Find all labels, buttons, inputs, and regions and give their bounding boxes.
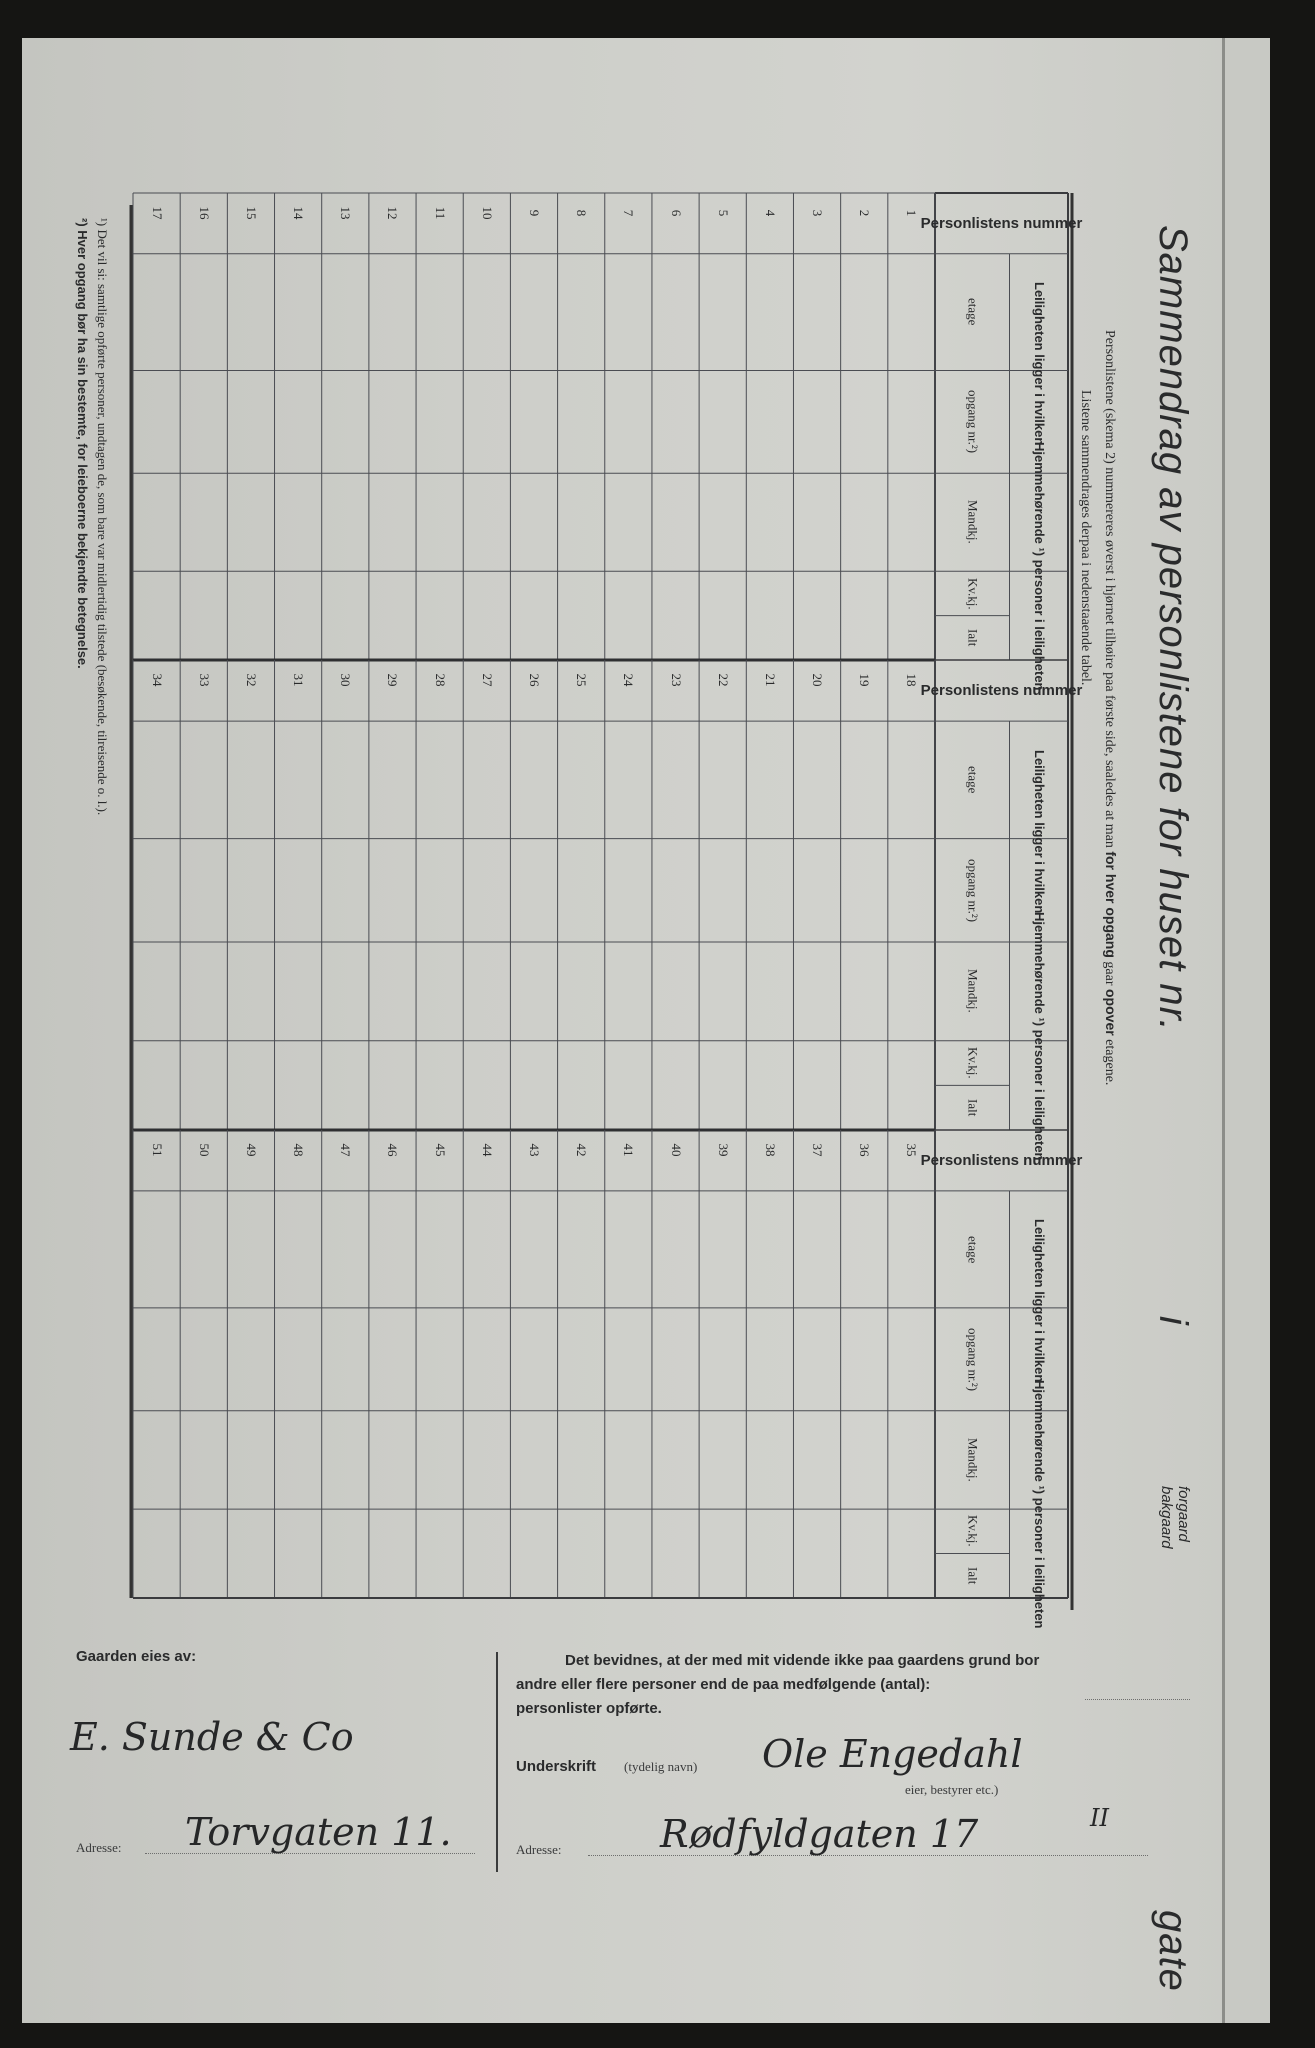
row-number: 15	[243, 206, 259, 220]
footnote-2: ²) Hver opgang bør ha sin bestemte, for leieboerne bekjendte betegnelse.	[75, 218, 90, 669]
owner-address: Torvgaten 11.	[185, 1810, 452, 1854]
signature-label: Underskrift	[516, 1758, 597, 1775]
row-number: 20	[810, 673, 826, 687]
ialt-header: Ialt	[965, 629, 981, 647]
row-number: 25	[574, 673, 590, 687]
row-number: 49	[243, 1143, 259, 1157]
opgang-header: opgang nr.²)	[965, 1327, 981, 1391]
title-prefix: Sammendrag av personlistene for huset nr.	[1151, 225, 1195, 1032]
personlistens-nummer-header: Personlistens nummer	[920, 682, 1083, 700]
row-number: 6	[668, 209, 684, 217]
row-number: 2	[857, 209, 873, 217]
instr-bold1: for hver opgang	[1103, 851, 1119, 958]
row-number: 34	[149, 673, 165, 687]
row-number: 38	[762, 1143, 778, 1157]
row-number: 7	[621, 209, 637, 217]
row-number: 9	[527, 209, 542, 217]
ialt-header: Ialt	[965, 1567, 981, 1585]
row-number: 19	[857, 673, 873, 687]
row-number: 26	[527, 673, 542, 687]
row-number: 28	[432, 673, 448, 687]
owner-address-label: Adresse:	[76, 1840, 122, 1855]
row-number: 41	[621, 1143, 637, 1157]
row-number: 42	[574, 1143, 590, 1157]
row-number: 43	[527, 1143, 542, 1157]
row-number: 32	[243, 673, 259, 687]
mandkj-header: Mandkj.	[965, 500, 981, 545]
row-number: 23	[668, 673, 684, 687]
row-number: 35	[904, 1143, 920, 1157]
row-number: 33	[196, 673, 212, 687]
row-number: 22	[715, 673, 731, 687]
cert-line-1: Det bevidnes, at der med mit vidende ikke paa gaardens grund bor	[565, 1652, 1040, 1669]
row-number: 45	[432, 1143, 448, 1157]
instr-line1: Personlistene (skema 2) nummereres øverst i hjørnet tilhøire paa første side, saaledes at man	[1102, 330, 1117, 848]
row-number: 51	[149, 1143, 165, 1157]
row-number: 8	[574, 209, 590, 217]
hjemmehorende-header: Hjemmehørende ¹) personer i leiligheten	[1031, 911, 1047, 1161]
row-number: 40	[668, 1143, 684, 1157]
etage-header: etage	[965, 766, 981, 794]
row-number: 27	[479, 673, 495, 687]
personlistens-nummer-header: Personlistens nummer	[920, 214, 1083, 232]
row-number: 10	[479, 206, 495, 220]
instr-end: etagene.	[1102, 1039, 1117, 1086]
mandkj-header: Mandkj.	[965, 969, 981, 1014]
row-number: 5	[715, 209, 731, 217]
row-number: 21	[762, 673, 778, 687]
cert-address-floor: II	[1090, 1804, 1109, 1832]
mandkj-header: Mandkj.	[965, 1438, 981, 1482]
row-number: 30	[338, 673, 354, 687]
row-number: 4	[762, 209, 778, 217]
row-number: 1	[904, 209, 920, 217]
antal-line	[1085, 1698, 1190, 1700]
cert-address: Rødfyldgaten 17	[660, 1812, 979, 1856]
row-number: 17	[149, 206, 165, 220]
etage-header: etage	[965, 298, 981, 326]
row-number: 3	[810, 209, 826, 217]
title-mid: i	[1151, 1315, 1195, 1326]
row-number: 46	[385, 1143, 401, 1157]
leiligheten-header: Leiligheten ligger i hvilken	[1031, 281, 1047, 446]
etage-header: etage	[965, 1235, 981, 1264]
cert-line-2: andre eller flere personer end de paa medfølgende (antal):	[516, 1676, 931, 1693]
hjemmehorende-header: Hjemmehørende ¹) personer i leiligheten	[1031, 442, 1047, 691]
row-number: 11	[432, 206, 448, 220]
role-hint: eier, bestyrer etc.)	[905, 1782, 999, 1797]
kvkj-header: Kv.kj.	[965, 1515, 981, 1548]
row-number: 39	[715, 1143, 731, 1157]
bakgaard-label: bakgaard	[1158, 1486, 1175, 1549]
leiligheten-header: Leiligheten ligger i hvilken	[1031, 1219, 1047, 1383]
owner-name: E. Sunde & Co	[70, 1715, 354, 1759]
opgang-header: opgang nr.²)	[965, 858, 981, 922]
cert-line-3: personlister opførte.	[516, 1700, 662, 1717]
row-number: 37	[810, 1143, 826, 1157]
footnote-1: ¹) Det vil si: samtlige opførte personer, undtagen de, som bare var midlertidig tilstede (besøkende, tilreisende o. l.).	[95, 218, 110, 816]
ialt-header: Ialt	[965, 1099, 981, 1117]
row-number: 36	[857, 1143, 873, 1157]
row-number: 47	[338, 1143, 354, 1157]
owner-label: Gaarden eies av:	[76, 1648, 197, 1665]
row-number: 18	[904, 673, 920, 687]
hjemmehorende-header: Hjemmehørende ¹) personer i leiligheten	[1031, 1380, 1047, 1629]
row-number: 29	[385, 673, 401, 687]
instr-line2: Listene sammendrages derpaa i nedenstaaende tabel.	[1078, 390, 1093, 686]
cert-address-label: Adresse:	[516, 1842, 562, 1857]
forgaard-label: forgaard	[1175, 1486, 1192, 1542]
signature: Ole Engedahl	[762, 1732, 1023, 1776]
kvkj-header: Kv.kj.	[965, 1047, 981, 1079]
row-number: 24	[621, 673, 637, 687]
leiligheten-header: Leiligheten ligger i hvilken	[1031, 749, 1047, 914]
row-number: 14	[291, 206, 307, 220]
title-suffix: gate	[1151, 1909, 1195, 1992]
personlistens-nummer-header: Personlistens nummer	[920, 1151, 1083, 1169]
row-number: 13	[338, 206, 354, 220]
row-number: 16	[196, 206, 212, 220]
row-number: 50	[196, 1143, 212, 1157]
row-number: 44	[479, 1143, 495, 1157]
opgang-header: opgang nr.²)	[965, 390, 981, 454]
row-number: 12	[385, 206, 401, 220]
signature-hint: (tydelig navn)	[624, 1759, 698, 1774]
kvkj-header: Kv.kj.	[965, 577, 981, 610]
row-number: 31	[291, 673, 307, 687]
bottom-divider	[496, 1652, 498, 1872]
instr-bold2: opover	[1103, 989, 1119, 1036]
instr-tail: gaar	[1102, 961, 1117, 986]
row-number: 48	[291, 1143, 307, 1157]
